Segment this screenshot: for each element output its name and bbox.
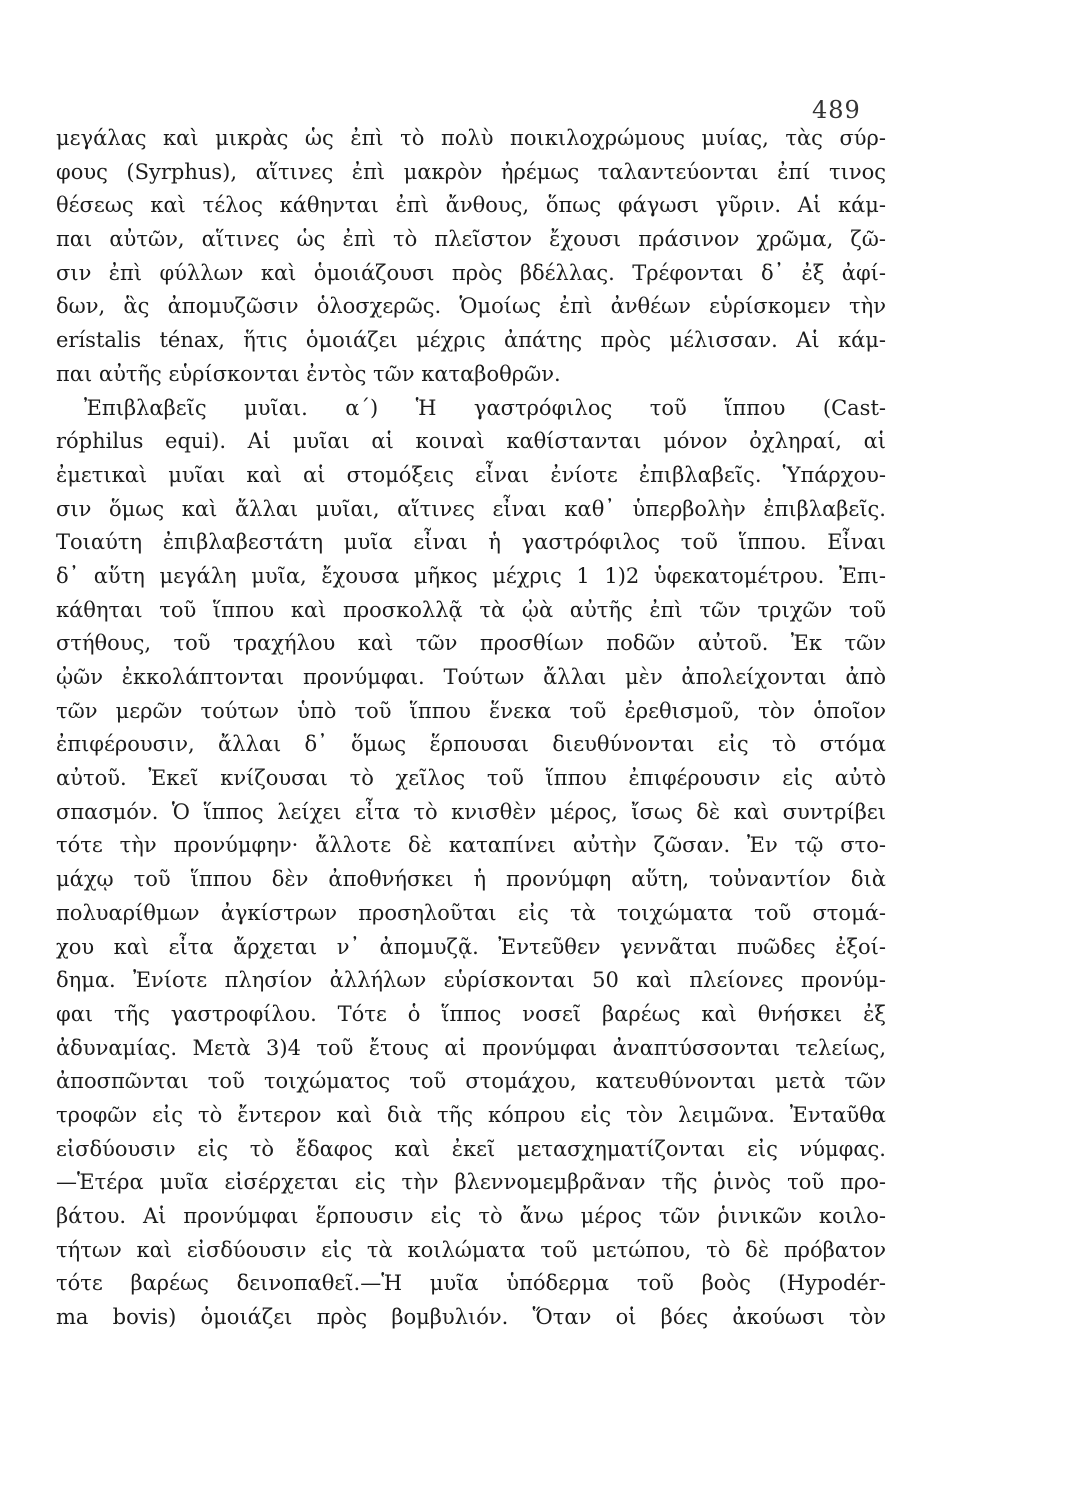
- text-line: αὐτοῦ. Ἐκεῖ κνίζουσαι τὸ χεῖλος τοῦ ἵππου ἐπιφέρουσιν εἰς αὐτὸ: [56, 766, 886, 791]
- text-line: δ᾿ αὕτη μεγάλη μυῖα, ἔχουσα μῆκος μέχρις 1 1)2 ὑφεκατομέτρου. Ἐπι-: [56, 563, 886, 588]
- text-line: θέσεως καὶ τέλος κάθηνται ἐπὶ ἄνθους, ὅπως φάγωσι γῦριν. Αἱ κάμ-: [56, 193, 886, 218]
- text-line: ma bovis) ὁμοιάζει πρὸς βομβυλιόν. Ὅταν οἱ βόες ἀκούωσι τὸν: [56, 1305, 886, 1330]
- text-line: χου καὶ εἶτα ἄρχεται ν᾿ ἀπομυζᾷ. Ἐντεῦθεν γεννᾶται πυῶδες ἐξοί-: [56, 934, 886, 959]
- text-line: ἀδυναμίας. Μετὰ 3)4 τοῦ ἔτους αἱ προνύμφαι ἀναπτύσσονται τελείως,: [56, 1035, 886, 1060]
- body-text: [56, 122, 886, 1335]
- text-line: δημα. Ἐνίοτε πλησίον ἀλλήλων εὑρίσκονται 50 καὶ πλείονες προνύμ-: [56, 968, 886, 993]
- text-line: Τοιαύτη ἐπιβλαβεστάτη μυῖα εἶναι ἡ γαστρόφιλος τοῦ ἵππου. Εἶναι: [56, 530, 886, 555]
- text-line: ἐμετικαὶ μυῖαι καὶ αἱ στομόξεις εἶναι ἐνίοτε ἐπιβλαβεῖς. Ὑπάρχου-: [56, 462, 886, 487]
- text-line: εἰσδύουσιν εἰς τὸ ἔδαφος καὶ ἐκεῖ μετασχηματίζονται εἰς νύμφας.: [56, 1136, 886, 1161]
- text-line: —Ἑτέρα μυῖα εἰσέρχεται εἰς τὴν βλεννομεμβρᾶναν τῆς ῥινὸς τοῦ προ-: [56, 1170, 886, 1195]
- text-line: μάχῳ τοῦ ἵππου δὲν ἀποθνήσκει ἡ προνύμφη αὕτη, τοὐναντίον διὰ: [56, 867, 886, 892]
- text-line: ᾠῶν ἐκκολάπτονται προνύμφαι. Τούτων ἄλλαι μὲν ἀπολείχονται ἀπὸ: [56, 665, 886, 689]
- text-line: μεγάλας καὶ μικρὰς ὡς ἐπὶ τὸ πολὺ ποικιλοχρώμους μυίας, τὰς σύρ-: [56, 126, 886, 150]
- text-line: στήθους, τοῦ τραχήλου καὶ τῶν προσθίων ποδῶν αὐτοῦ. Ἐκ τῶν: [56, 631, 886, 656]
- text-line: δων, ἃς ἀπομυζῶσιν ὁλοσχερῶς. Ὁμοίως ἐπὶ ἀνθέων εὑρίσκομεν τὴν: [56, 294, 886, 319]
- section-heading-line: Ἐπιβλαβεῖς μυῖαι. α΄) Ἡ γαστρόφιλος τοῦ ἵππου (Cast-: [84, 395, 886, 420]
- text-line: κάθηται τοῦ ἵππου καὶ προσκολλᾷ τὰ ᾠὰ αὐτῆς ἐπὶ τῶν τριχῶν τοῦ: [56, 597, 886, 622]
- text-line: φους (Syrphus), αἵτινες ἐπὶ μακρὸν ἠρέμως ταλαντεύονται ἐπί τινος: [56, 159, 886, 184]
- text-line: τότε βαρέως δεινοπαθεῖ.—Ἡ μυῖα ὑπόδερμα τοῦ βοὸς (Hypodér-: [56, 1271, 886, 1296]
- text-line: τήτων καὶ εἰσδύουσιν εἰς τὰ κοιλώματα τοῦ μετώπου, τὸ δὲ πρόβατον: [56, 1237, 886, 1262]
- text-line: πολυαρίθμων ἀγκίστρων προσηλοῦται εἰς τὰ τοιχώματα τοῦ στομά-: [56, 900, 886, 925]
- text-line: παι αὐτῶν, αἵτινες ὡς ἐπὶ τὸ πλεῖστον ἔχουσι πράσινον χρῶμα, ζῶ-: [56, 227, 886, 252]
- text-line: erístalis ténax, ἥτις ὁμοιάζει μέχρις ἀπάτης πρὸς μέλισσαν. Αἱ κάμ-: [56, 328, 886, 353]
- text-line: παι αὐτῆς εὑρίσκονται ἐντὸς τῶν καταβοθρῶν.: [56, 361, 561, 386]
- text-line: róphilus equi). Αἱ μυῖαι αἱ κοιναὶ καθίστανται μόνον ὀχληραί, αἱ: [56, 429, 886, 454]
- page-number: 489: [812, 96, 861, 124]
- text-line: βάτου. Αἱ προνύμφαι ἕρπουσιν εἰς τὸ ἄνω μέρος τῶν ῥινικῶν κοιλο-: [56, 1204, 886, 1228]
- text-line: σιν ὅμως καὶ ἄλλαι μυῖαι, αἵτινες εἶναι καθ᾿ ὑπερβολὴν ἐπιβλαβεῖς.: [56, 496, 886, 521]
- text-line: ἀποσπῶνται τοῦ τοιχώματος τοῦ στομάχου, κατευθύνονται μετὰ τῶν: [56, 1069, 886, 1094]
- text-line: τροφῶν εἰς τὸ ἔντερον καὶ διὰ τῆς κόπρου εἰς τὸν λειμῶνα. Ἐνταῦθα: [56, 1102, 886, 1127]
- text-line: σιν ἐπὶ φύλλων καὶ ὁμοιάζουσι πρὸς βδέλλας. Τρέφονται δ᾿ ἐξ ἀφί-: [56, 260, 886, 285]
- text-line: σπασμόν. Ὁ ἵππος λείχει εἶτα τὸ κνισθὲν μέρος, ἴσως δὲ καὶ συντρίβει: [56, 799, 886, 824]
- text-line: ἐπιφέρουσιν, ἄλλαι δ᾿ ὅμως ἕρπουσαι διευθύνονται εἰς τὸ στόμα: [56, 732, 886, 757]
- text-line: τότε τὴν προνύμφην· ἄλλοτε δὲ καταπίνει αὐτὴν ζῶσαν. Ἐν τῷ στο-: [56, 833, 886, 858]
- text-line: φαι τῆς γαστροφίλου. Τότε ὁ ἵππος νοσεῖ βαρέως καὶ θνήσκει ἐξ: [56, 1001, 886, 1026]
- text-line: τῶν μερῶν τούτων ὑπὸ τοῦ ἵππου ἕνεκα τοῦ ἐρεθισμοῦ, τὸν ὁποῖον: [56, 698, 886, 723]
